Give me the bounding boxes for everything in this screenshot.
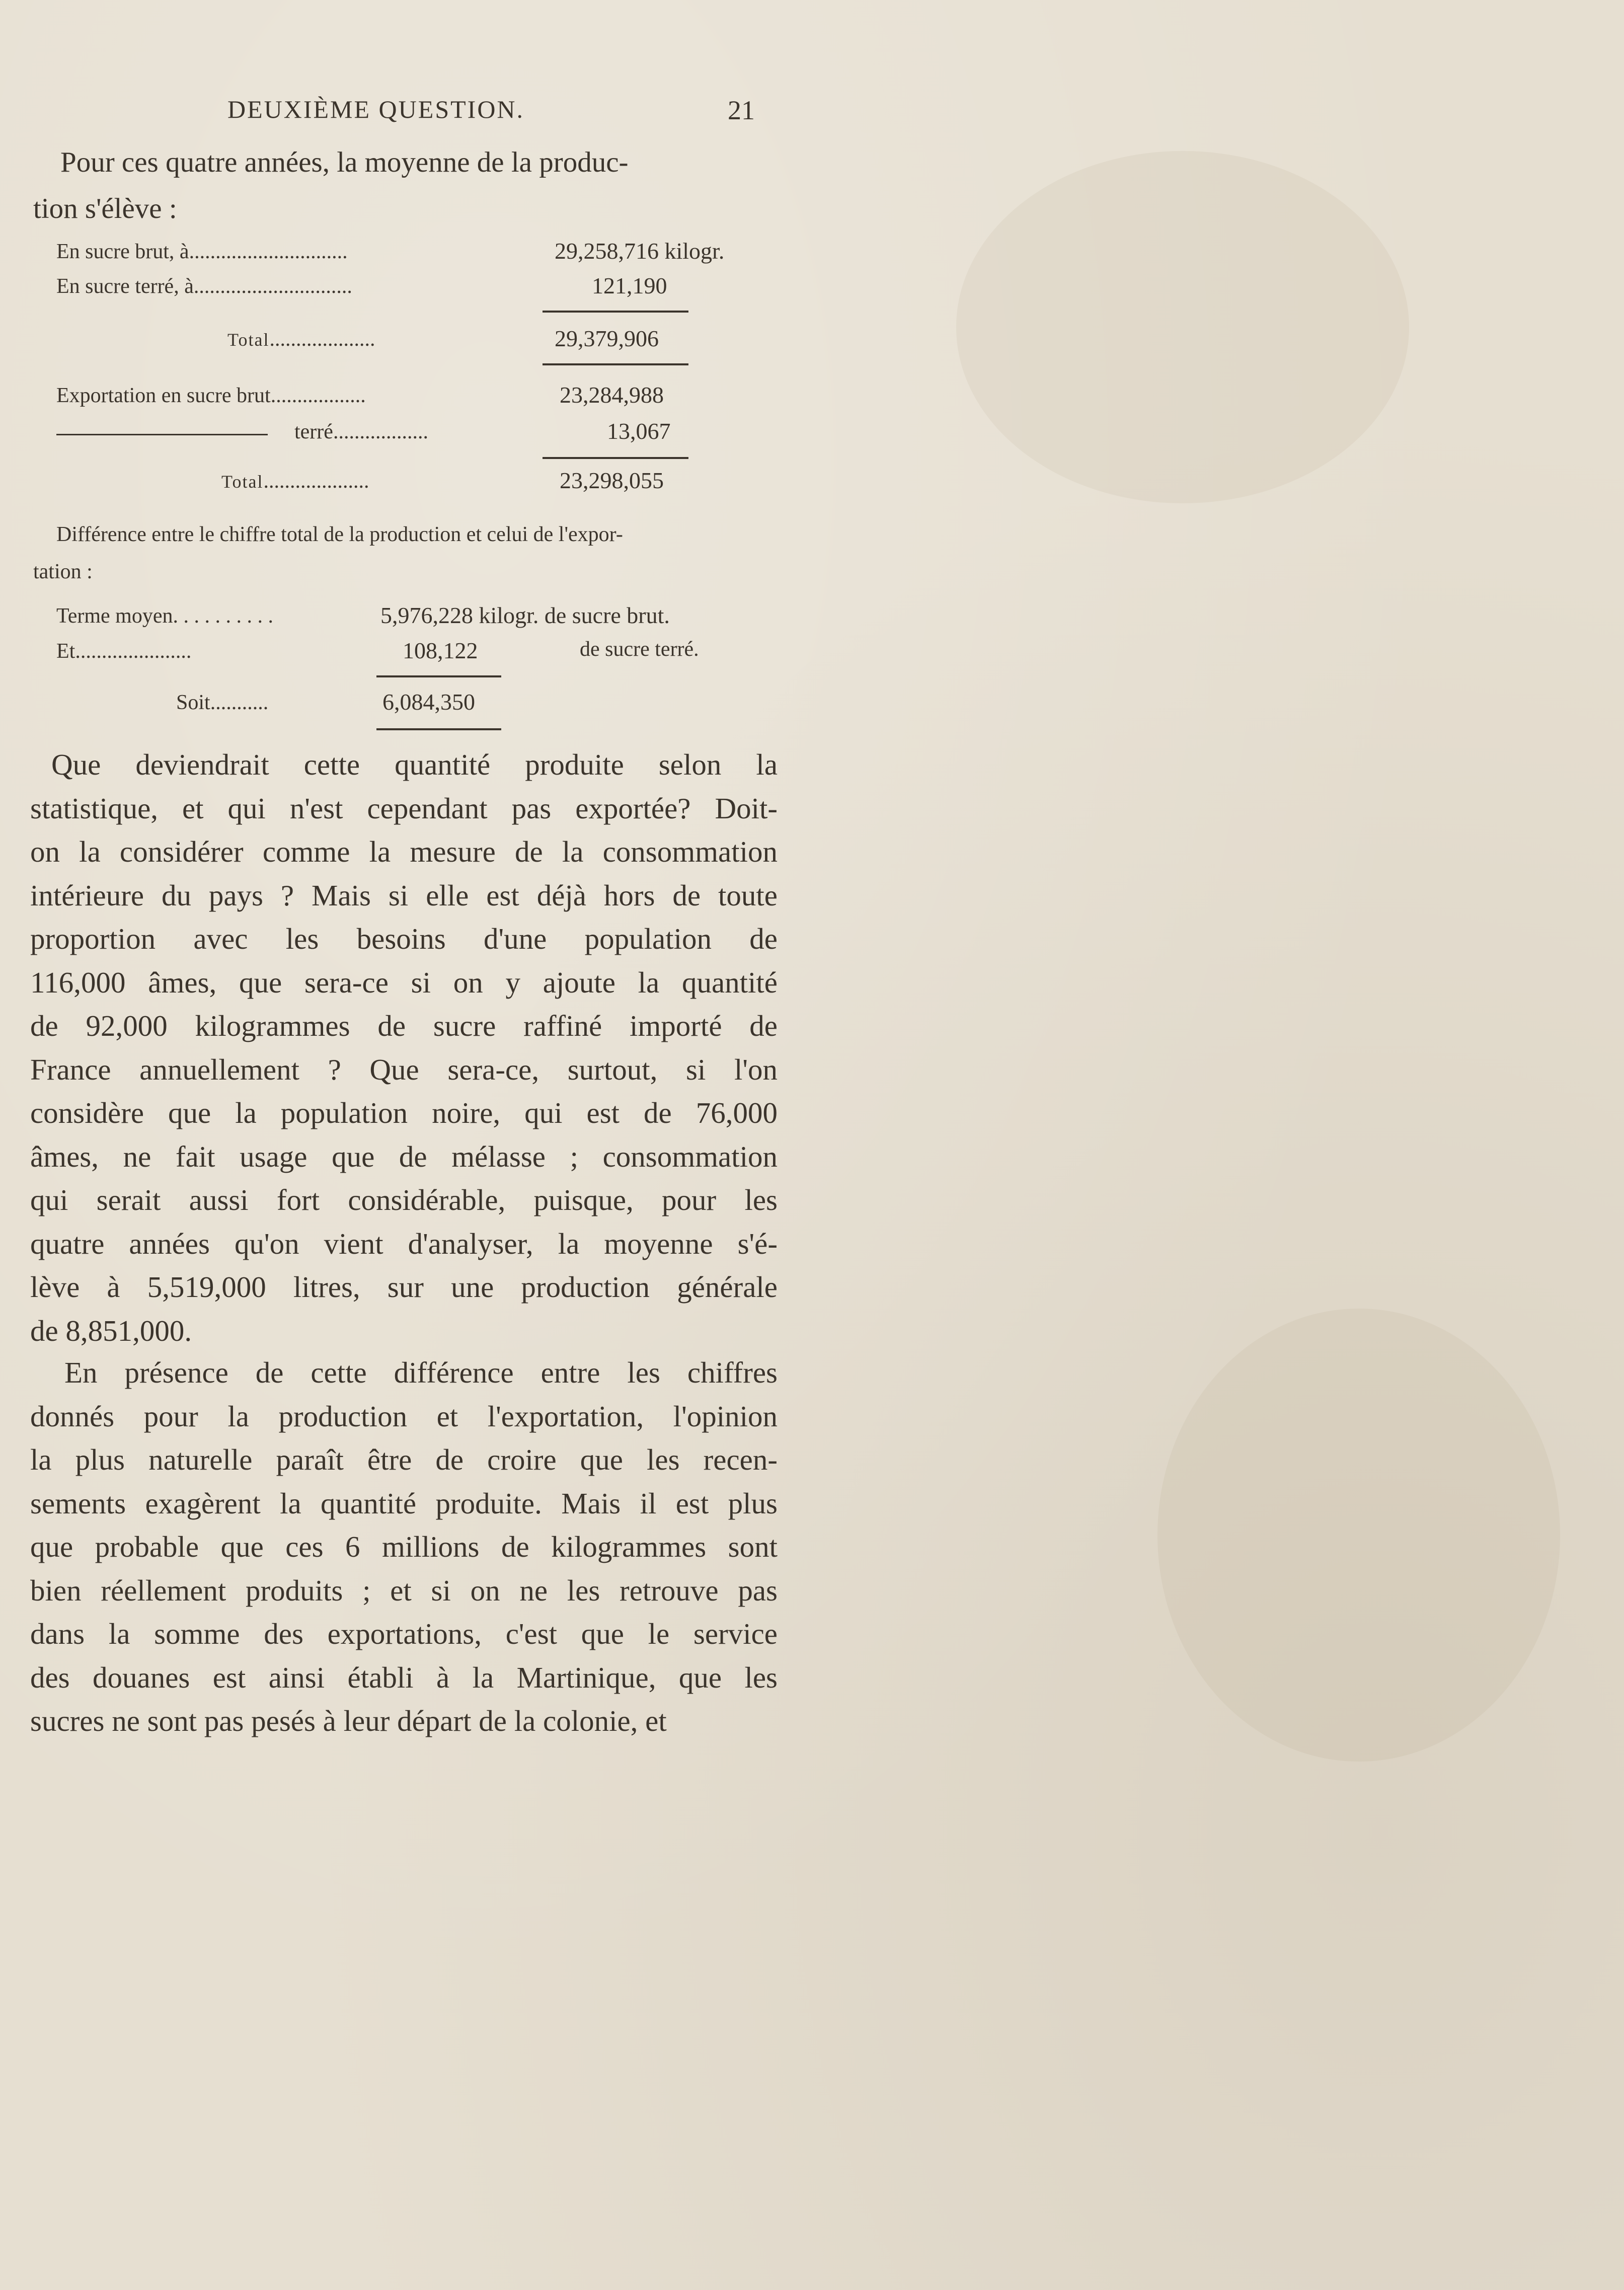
sum-rule [543, 363, 688, 365]
row-value: 13,067 [607, 418, 671, 444]
sum-rule [543, 457, 688, 459]
text-line: donnés pour la production et l'exportation, l'opinion [30, 1399, 778, 1433]
text-line: des douanes est ainsi établi à la Martinique, que les [30, 1660, 778, 1694]
row-value: 29,379,906 [555, 326, 659, 351]
intro-line: tion s'élève : [33, 193, 177, 224]
row-label: Total.................... [221, 470, 369, 493]
text-line: 116,000 âmes, que sera-ce si on y ajoute la quantité [30, 965, 778, 999]
difference-line: tation : [33, 560, 93, 583]
text-line: statistique, et qui n'est cependant pas exportée? Doit- [30, 791, 778, 825]
text-line: sements exagèrent la quantité produite. Mais il est plus [30, 1486, 778, 1520]
row-label: Soit........... [176, 691, 269, 714]
text-line: France annuellement ? Que sera-ce, surtout, si l'on [30, 1052, 778, 1086]
text-line: dans la somme des exportations, c'est que le service [30, 1617, 778, 1650]
row-value: 23,284,988 [560, 382, 664, 408]
text-line: âmes, ne fait usage que de mélasse ; consommation [30, 1139, 778, 1173]
row-label: Terme moyen. . . . . . . . . . [56, 604, 273, 628]
row-label: En sucre brut, à.............................. [56, 240, 348, 263]
paper-stain [1157, 1309, 1560, 1762]
ditto-rule [56, 434, 268, 435]
text-line: sucres ne sont pas pesés à leur départ de la colonie, et [30, 1704, 667, 1737]
text-line: lève à 5,519,000 litres, sur une production générale [30, 1270, 778, 1304]
sum-rule [376, 675, 501, 677]
text-line: Que deviendrait cette quantité produite selon la [51, 748, 778, 781]
difference-line: Différence entre le chiffre total de la production et celui de l'expor- [56, 523, 623, 546]
text-line: proportion avec les besoins d'une population de [30, 922, 778, 955]
text-line: bien réellement produits ; et si on ne les retrouve pas [30, 1573, 778, 1607]
row-value: 6,084,350 [382, 689, 475, 715]
paper-stain [956, 151, 1409, 503]
row-value: 5,976,228 kilogr. de sucre brut. [380, 602, 670, 628]
page-number: 21 [728, 95, 755, 125]
text-line: En présence de cette différence entre les chiffres [64, 1356, 778, 1389]
row-label: Total.................... [227, 328, 375, 351]
text-line: intérieure du pays ? Mais si elle est déjà hors de toute [30, 878, 778, 912]
text-line: on la considérer comme la mesure de la consommation [30, 835, 778, 868]
row-label: Et...................... [56, 640, 192, 663]
sum-rule [376, 728, 501, 730]
row-unit: de sucre terré. [580, 638, 699, 661]
text-line: considère que la population noire, qui est de 76,000 [30, 1096, 778, 1129]
row-label: En sucre terré, à.............................. [56, 275, 352, 298]
text-line: qui serait aussi fort considérable, puisque, pour les [30, 1183, 778, 1216]
row-label: terré.................. [294, 420, 428, 443]
text-line: la plus naturelle paraît être de croire que les recen- [30, 1443, 778, 1476]
row-value: 23,298,055 [560, 468, 664, 493]
text-line: quatre années qu'on vient d'analyser, la moyenne s'é- [30, 1227, 778, 1260]
text-line: de 8,851,000. [30, 1314, 192, 1347]
row-value: 29,258,716 kilogr. [555, 238, 725, 264]
text-line: de 92,000 kilogrammes de sucre raffiné importé de [30, 1009, 778, 1042]
running-title: DEUXIÈME QUESTION. [227, 95, 525, 123]
intro-line: Pour ces quatre années, la moyenne de la produc- [60, 146, 629, 178]
row-label: Exportation en sucre brut.................. [56, 384, 366, 407]
sum-rule [543, 311, 688, 313]
row-value: 121,190 [592, 273, 667, 298]
row-value: 108,122 [403, 638, 478, 663]
text-line: que probable que ces 6 millions de kilogrammes sont [30, 1530, 778, 1563]
